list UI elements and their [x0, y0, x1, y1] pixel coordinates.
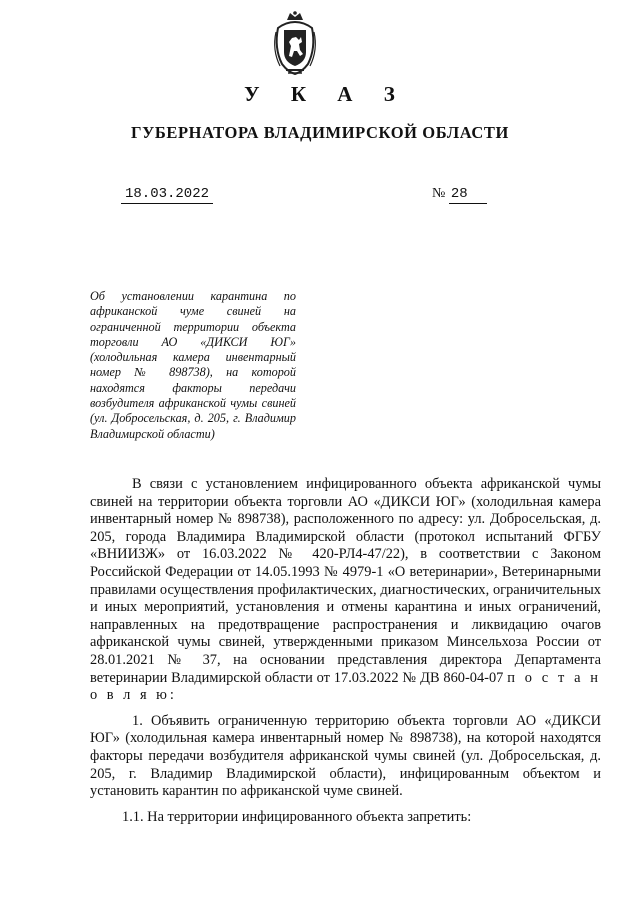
- document-title: У К А З: [244, 82, 408, 106]
- decree-subject: Об установлении карантина по африканской чуме свиней на ограниченной территории объекта торговли АО «ДИКСИ ЮГ» (холодильная камера инвентарный номер № 898738), на которой находятся факторы передачи возбудителя африканской чумы свиней (ул. Добросельская, д. 205, г. Владимир Владимирской области): [90, 289, 296, 441]
- preamble-paragraph: [90, 476, 601, 705]
- decree-number: [432, 185, 487, 204]
- preamble-text: В связи с установлением инфицированного объекта африканской чумы свиней на территории объекта торговли АО «ДИКСИ ЮГ» (холодильная камера инвентарный номер № 898738), расположенного по адресу: ул. Добросельская, д. 205, города Владимира Владимирской области (протокол испытаний ФГБУ «ВНИИЗЖ» от 16.03.2022 № 420-РЛ4-47/22), в соответствии с Законом Российской Федерации от 14.05.1993 № 4979-1 «О ветеринарии», Ветеринарными правилами осуществления профилактических, диагностических, ограничительных и иных мероприятий, установления и отмены карантина и иных ограничений, направленных на предотвращение распространения и ликвидацию очагов африканской чумы свиней, утвержденными приказом Минсельхоза России от 28.01.2021 № 37, на основании представления директора Департамента ветеринарии Владимирской области от 17.03.2022 № ДВ 860-04-07: [90, 476, 601, 686]
- item-1: 1. Объявить ограниченную территорию объекта торговли АО «ДИКСИ ЮГ» (холодильная камера инвентарный номер № 898738), на которой находятся факторы передачи возбудителя африканской чумы свиней (ул. Добросельская, д. 205, г. Владимир Владимирской области), инфицированным объектом и установить карантин по африканской чуме свиней.: [90, 712, 601, 800]
- decree-date: 18.03.2022: [121, 185, 213, 204]
- number-value: 28: [449, 185, 487, 204]
- decree-word: п о с т а н о в л я ю:: [90, 669, 601, 704]
- number-prefix: №: [432, 186, 446, 201]
- document-subtitle: ГУБЕРНАТОРА ВЛАДИМИРСКОЙ ОБЛАСТИ: [131, 123, 509, 142]
- item-1-1: 1.1. На территории инфицированного объекта запретить:: [122, 808, 472, 825]
- coat-of-arms-icon: [270, 10, 320, 76]
- decree-body: [90, 476, 601, 826]
